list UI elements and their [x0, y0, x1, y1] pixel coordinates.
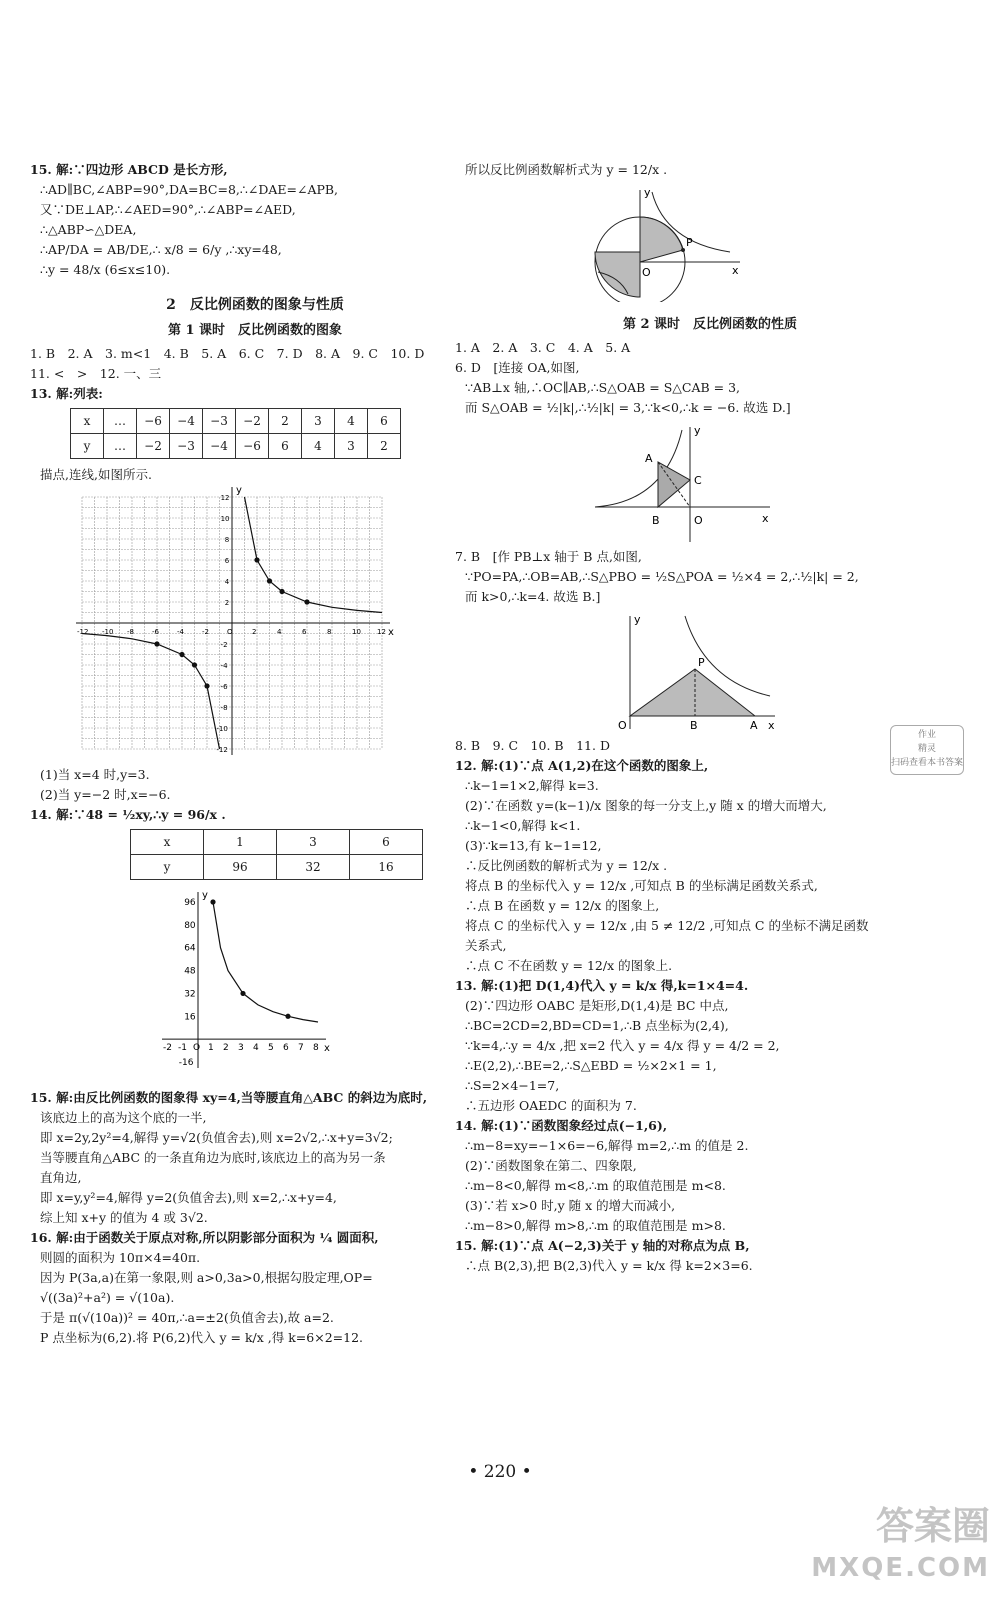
text-line: √((3a)²+a²) = √(10a). [40, 1290, 175, 1305]
x-tick-label: 2 [223, 1043, 229, 1054]
figure-q7 [590, 611, 780, 736]
y-tick-label: 10 [220, 515, 230, 523]
q16-block [30, 1228, 480, 1348]
table-cell: 4 [302, 434, 335, 459]
x-tick-label: 8 [313, 1043, 319, 1054]
x-tick-label: O [193, 1043, 201, 1054]
label: B [690, 719, 698, 732]
label: B [652, 514, 660, 527]
q14-block [455, 1116, 965, 1236]
x-tick-label: -10 [102, 628, 114, 636]
table-cell: −2 [236, 409, 269, 434]
chart-y-12-over-x [70, 485, 410, 765]
label: O [618, 719, 627, 732]
x-tick-label: -12 [77, 628, 89, 636]
table-row [131, 830, 423, 855]
y-tick-label: 96 [184, 898, 196, 908]
left-column [30, 160, 480, 1348]
data-point [254, 557, 259, 562]
data-point [154, 641, 159, 646]
page-number: • 220 • [468, 1462, 532, 1482]
shade-upper [640, 217, 683, 262]
data-point [279, 589, 284, 594]
text-line: 因为 P(3a,a)在第一象限,则 a>0,3a>0,根据勾股定理,OP= [40, 1270, 373, 1285]
text-line: 将点 C 的坐标代入 y = 12/x ,由 5 ≠ 12/2 ,可知点 C 的坐标不满足函数 [465, 918, 869, 933]
q15-block [455, 1236, 965, 1276]
value-table-14 [130, 829, 423, 880]
label: O [694, 514, 703, 527]
series-line [82, 634, 220, 750]
y-tick-label: 8 [224, 536, 230, 544]
data-point [285, 1014, 290, 1019]
label: y [634, 613, 641, 626]
text-line: ∵PO=PA,∴OB=AB,∴S△PBO = ½S△POA = ½×4 = 2,∴½|k| = 2, [465, 569, 859, 584]
shade-lower [595, 252, 640, 297]
table-cell: x [131, 830, 204, 855]
table-cell: y [71, 434, 104, 459]
text-line: 当等腰直角△ABC 的一条直角边为底时,该底边上的高为另一条 [40, 1150, 386, 1165]
text-line: (2)∵函数图象在第二、四象限, [465, 1158, 637, 1173]
lesson2-title: 第 2 课时 反比例函数的性质 [622, 317, 798, 332]
text-line: ∴反比例函数的解析式为 y = 12/x . [465, 858, 668, 873]
label: A [645, 452, 653, 465]
table-cell: … [104, 409, 137, 434]
table-cell: −6 [236, 434, 269, 459]
table-row [131, 855, 423, 880]
label: C [694, 474, 702, 487]
text-line: ∴m−8<0,解得 m<8,∴m 的取值范围是 m<8. [465, 1178, 726, 1193]
table-cell: 6 [368, 409, 401, 434]
text-line: 又∵DE⊥AP,∴∠AED=90°,∴∠ABP=∠AED, [40, 202, 296, 217]
value-table-13 [70, 408, 401, 459]
section-title: 2 反比例函数的图象与性质 [166, 297, 344, 313]
text-line: ∴五边形 OAEDC 的面积为 7. [465, 1098, 637, 1113]
x-tick-label: 10 [352, 628, 361, 636]
table-cell: −4 [170, 409, 203, 434]
x-tick-label: 8 [327, 628, 332, 636]
x-tick-label: -6 [152, 628, 159, 636]
text-line: (2)当 y=−2 时,x=−6. [40, 787, 171, 802]
y-tick-label: -2 [220, 641, 228, 649]
stamp-line: 作业 [917, 730, 936, 740]
label: x [762, 512, 769, 525]
figure-circle [580, 182, 760, 302]
label: P [686, 236, 693, 249]
text-line: (3)∵若 x>0 时,y 随 x 的增大而减小, [465, 1198, 676, 1213]
text-line: 7. B [作 PB⊥x 轴于 B 点,如图, [455, 549, 642, 564]
y-tick-label: 64 [184, 943, 196, 954]
text-line: ∴S=2×4−1=7, [465, 1078, 560, 1093]
y-tick-label: -8 [220, 704, 228, 712]
table-cell: 3 [335, 434, 368, 459]
q15b-block [30, 1088, 480, 1228]
text-line: 关系式, [465, 938, 507, 953]
q15a-block [30, 160, 480, 280]
table-cell: −6 [137, 409, 170, 434]
text-line: ∴AP/DA = AB/DE,∴ x/8 = 6/y ,∴xy=48, [40, 242, 282, 257]
table-cell: −3 [170, 434, 203, 459]
table-row [71, 409, 401, 434]
y-tick-label: -16 [178, 1058, 194, 1068]
answer-line: 1. B 2. A 3. m<1 4. B 5. A 6. C 7. D 8. A 9. C 10. D [30, 346, 425, 361]
data-point [210, 899, 215, 904]
text-line: 15. 解:(1)∵点 A(−2,3)关于 y 轴的对称点为点 B, [455, 1238, 750, 1253]
y-tick-label: -10 [216, 725, 228, 733]
y-tick-label: 48 [184, 966, 196, 977]
chart-y-96-over-x [142, 886, 342, 1082]
data-point [240, 991, 245, 996]
table-cell: 1 [204, 830, 277, 855]
text-line: 于是 π(√(10a))² = 40π,∴a=±2(负值舍去),故 a=2. [40, 1310, 334, 1325]
x-tick-label: O [227, 628, 233, 636]
table-cell: 3 [302, 409, 335, 434]
x-tick-label: 6 [302, 628, 307, 636]
x-tick-label: 4 [277, 628, 282, 636]
x-tick-label: 5 [268, 1043, 274, 1054]
q12-block [455, 756, 965, 976]
text-line: ∴y = 48/x (6≤x≤10). [40, 262, 171, 277]
table-cell: 6 [269, 434, 302, 459]
q13-head: 13. 解:列表: [30, 386, 103, 401]
y-tick-label: 12 [220, 494, 230, 502]
y-tick-label: -6 [220, 683, 228, 691]
x-tick-label: -2 [202, 628, 209, 636]
x-tick-label: -4 [177, 628, 184, 636]
label: y [694, 424, 701, 437]
text-line: 而 S△OAB = ½|k|,∴½|k| = 3,∵k<0,∴k = −6. 故选 D.] [465, 400, 791, 415]
text-line: (2)∵在函数 y=(k−1)/x 图象的每一分支上,y 随 x 的增大而增大, [465, 798, 827, 813]
triangle-poa [630, 669, 755, 716]
watermark-text: 答案圈 [875, 1504, 990, 1548]
stamp-line: 扫码查看本书答案 [891, 758, 964, 768]
x-tick-label: 4 [253, 1043, 259, 1054]
data-point [179, 652, 184, 657]
text-line: ∴AD∥BC,∠ABP=90°,DA=BC=8,∴∠DAE=∠APB, [40, 182, 339, 197]
answer-line: 1. A 2. A 3. C 4. A 5. A [455, 340, 631, 355]
table-cell: 3 [277, 830, 350, 855]
x-tick-label: 6 [283, 1043, 289, 1054]
data-point [267, 578, 272, 583]
x-tick-label: 2 [252, 628, 257, 636]
text-line: ∴m−8>0,解得 m>8,∴m 的取值范围是 m>8. [465, 1218, 726, 1233]
text-line: 12. 解:(1)∵点 A(1,2)在这个函数的图象上, [455, 758, 709, 773]
text-line: 该底边上的高为这个底的一半, [40, 1110, 207, 1125]
text-line: 所以反比例函数解析式为 y = 12/x . [465, 162, 668, 177]
table-cell: 16 [350, 855, 423, 880]
table-cell: −3 [203, 409, 236, 434]
table-cell: 4 [335, 409, 368, 434]
table-cell: 6 [350, 830, 423, 855]
text-line: ∴E(2,2),∴BE=2,∴S△EBD = ½×2×1 = 1, [465, 1058, 717, 1073]
point-p [681, 248, 685, 252]
table-cell: 2 [368, 434, 401, 459]
answer-line: 8. B 9. C 10. B 11. D [455, 738, 610, 753]
text-line: 14. 解:(1)∵函数图象经过点(−1,6), [455, 1118, 668, 1133]
table-cell: 96 [204, 855, 277, 880]
text-line: 13. 解:(1)把 D(1,4)代入 y = k/x 得,k=1×4=4. [455, 978, 749, 993]
text-line: (3)∵k=13,有 k−1=12, [465, 838, 602, 853]
qr-stamp[interactable] [890, 725, 964, 775]
answer-line: 11. < > 12. 一、三 [30, 366, 162, 381]
q14-head: 14. 解:∵48 = ½xy,∴y = 96/x . [30, 807, 226, 822]
text-line: 15. 解:∵四边形 ABCD 是长方形, [30, 162, 228, 177]
text-line: ∴△ABP∽△DEA, [40, 222, 137, 237]
text-line: 综上知 x+y 的值为 4 或 3√2. [40, 1210, 208, 1225]
y-tick-label: 2 [224, 599, 230, 607]
x-tick-label: -8 [127, 628, 134, 636]
text-line: 即 x=2y,2y²=4,解得 y=√2(负值舍去),则 x=2√2,∴x+y=3√2; [40, 1130, 393, 1145]
x-axis-label: x [388, 627, 394, 638]
text-line: 将点 B 的坐标代入 y = 12/x ,可知点 B 的坐标满足函数关系式, [465, 878, 818, 893]
text-line: 15. 解:由反比例函数的图象得 xy=4,当等腰直角△ABC 的斜边为底时, [30, 1090, 428, 1105]
right-column [455, 160, 965, 1276]
x-tick-label: 1 [208, 1043, 214, 1054]
series-line [245, 497, 383, 613]
text-line: (1)当 x=4 时,y=3. [40, 767, 150, 782]
label: y [644, 186, 651, 199]
y-tick-label: 32 [184, 989, 196, 1000]
text-line: 则圆的面积为 10π×4=40π. [40, 1250, 201, 1265]
y-tick-label: 16 [184, 1012, 196, 1023]
label: A [750, 719, 758, 732]
text-line: ∴k−1<0,解得 k<1. [465, 818, 581, 833]
text-line: 6. D [连接 OA,如图, [455, 360, 580, 375]
text-line: 而 k>0,∴k=4. 故选 B.] [465, 589, 601, 604]
text-line: ∴点 B(2,3),把 B(2,3)代入 y = k/x 得 k=2×3=6. [465, 1258, 753, 1273]
label: O [642, 266, 651, 279]
text-line: 直角边, [40, 1170, 82, 1185]
label: x [732, 264, 739, 277]
watermark-url: MXQE.COM [811, 1553, 990, 1583]
y-tick-label: -4 [220, 662, 228, 670]
lesson1-title: 第 1 课时 反比例函数的图象 [167, 323, 343, 338]
data-point [204, 683, 209, 688]
text-line: ∴点 B 在函数 y = 12/x 的图象上, [465, 898, 660, 913]
text-line: ∴点 C 不在函数 y = 12/x 的图象上. [465, 958, 673, 973]
figure-q6 [590, 422, 780, 547]
table-cell: … [104, 434, 137, 459]
y-tick-label: 80 [184, 920, 196, 931]
stamp-line: 精灵 [917, 744, 936, 754]
text-line: 即 x=y,y²=4,解得 y=2(负值舍去),则 x=2,∴x+y=4, [40, 1190, 337, 1205]
data-point [304, 599, 309, 604]
y-tick-label: 6 [224, 557, 230, 565]
table-cell: y [131, 855, 204, 880]
x-tick-label: 12 [377, 628, 386, 636]
text-line: ∴m−8=xy=−1×6=−6,解得 m=2,∴m 的值是 2. [465, 1138, 749, 1153]
x-axis-label: x [324, 1043, 330, 1055]
x-tick-label: -1 [178, 1043, 187, 1054]
table-row [71, 434, 401, 459]
label: x [768, 719, 775, 732]
label: P [698, 656, 705, 669]
x-tick-label: 3 [238, 1043, 244, 1054]
text-line: ∵AB⊥x 轴,∴OC∥AB,∴S△OAB = S△CAB = 3, [465, 380, 741, 395]
table-cell: 32 [277, 855, 350, 880]
text-line: (2)∵四边形 OABC 是矩形,D(1,4)是 BC 中点, [465, 998, 729, 1013]
text-line: 16. 解:由于函数关于原点对称,所以阴影部分面积为 ¼ 圆面积, [30, 1230, 379, 1245]
table-cell: 2 [269, 409, 302, 434]
x-tick-label: 7 [298, 1043, 304, 1054]
text-line: ∵k=4,∴y = 4/x ,把 x=2 代入 y = 4/x 得 y = 4/2 = 2, [465, 1038, 780, 1053]
y-tick-label: -12 [216, 746, 228, 754]
q13-plot-text: 描点,连线,如图所示. [40, 467, 152, 482]
text-line: ∴k−1=1×2,解得 k=3. [465, 778, 599, 793]
table-cell: x [71, 409, 104, 434]
y-axis-label: y [202, 890, 208, 901]
x-tick-label: -2 [163, 1043, 172, 1054]
table-cell: −4 [203, 434, 236, 459]
y-axis-label: y [236, 485, 242, 496]
table-cell: −2 [137, 434, 170, 459]
text-line: ∴BC=2CD=2,BD=CD=1,∴B 点坐标为(2,4), [465, 1018, 729, 1033]
watermark [811, 1505, 990, 1589]
series-line [213, 902, 318, 1022]
data-point [192, 662, 197, 667]
text-line: P 点坐标为(6,2).将 P(6,2)代入 y = k/x ,得 k=6×2=12. [40, 1330, 363, 1345]
y-tick-label: 4 [224, 578, 230, 586]
q13-block [455, 976, 965, 1116]
